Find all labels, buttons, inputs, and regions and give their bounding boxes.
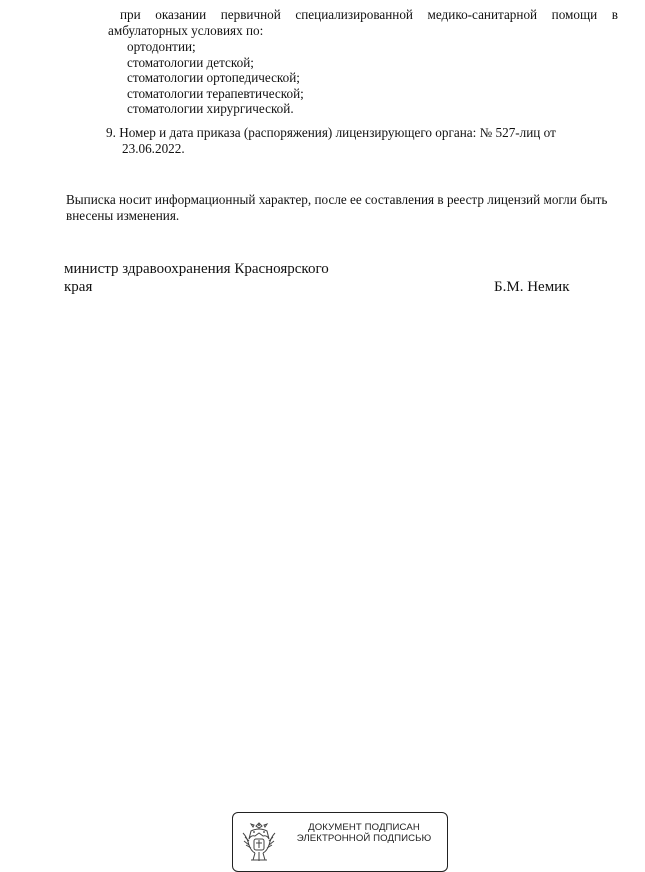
intro-line-1: при оказании первичной специализированной медико-санитарной помощи в <box>120 7 618 22</box>
service-item: стоматологии хирургической. <box>127 101 294 116</box>
note-line-2: внесены изменения. <box>66 208 180 223</box>
electronic-signature-stamp <box>232 812 448 872</box>
signatory-name: Б.М. Немик <box>494 279 570 295</box>
service-item: стоматологии детской; <box>127 55 254 70</box>
signatory-position-line-2: края <box>64 279 93 295</box>
item-9-line-1: 9. Номер и дата приказа (распоряжения) лицензирующего органа: № 527-лиц от <box>106 125 556 140</box>
coat-of-arms-icon <box>239 819 279 865</box>
signatory-position-line-1: министр здравоохранения Красноярского <box>64 261 329 277</box>
service-item: стоматологии терапевтической; <box>127 86 304 101</box>
intro-line-2: амбулаторных условиях по: <box>108 23 264 38</box>
stamp-line-2: ЭЛЕКТРОННОЙ ПОДПИСЬЮ <box>296 833 432 844</box>
stamp-line-1: ДОКУМЕНТ ПОДПИСАН <box>308 822 420 833</box>
service-item: стоматологии ортопедической; <box>127 70 300 85</box>
stamp-caption <box>289 822 439 844</box>
item-9-line-2: 23.06.2022. <box>122 141 185 156</box>
note-line-1: Выписка носит информационный характер, после ее составления в реестр лицензий могли быть <box>66 192 608 207</box>
service-item: ортодонтии; <box>127 39 196 54</box>
